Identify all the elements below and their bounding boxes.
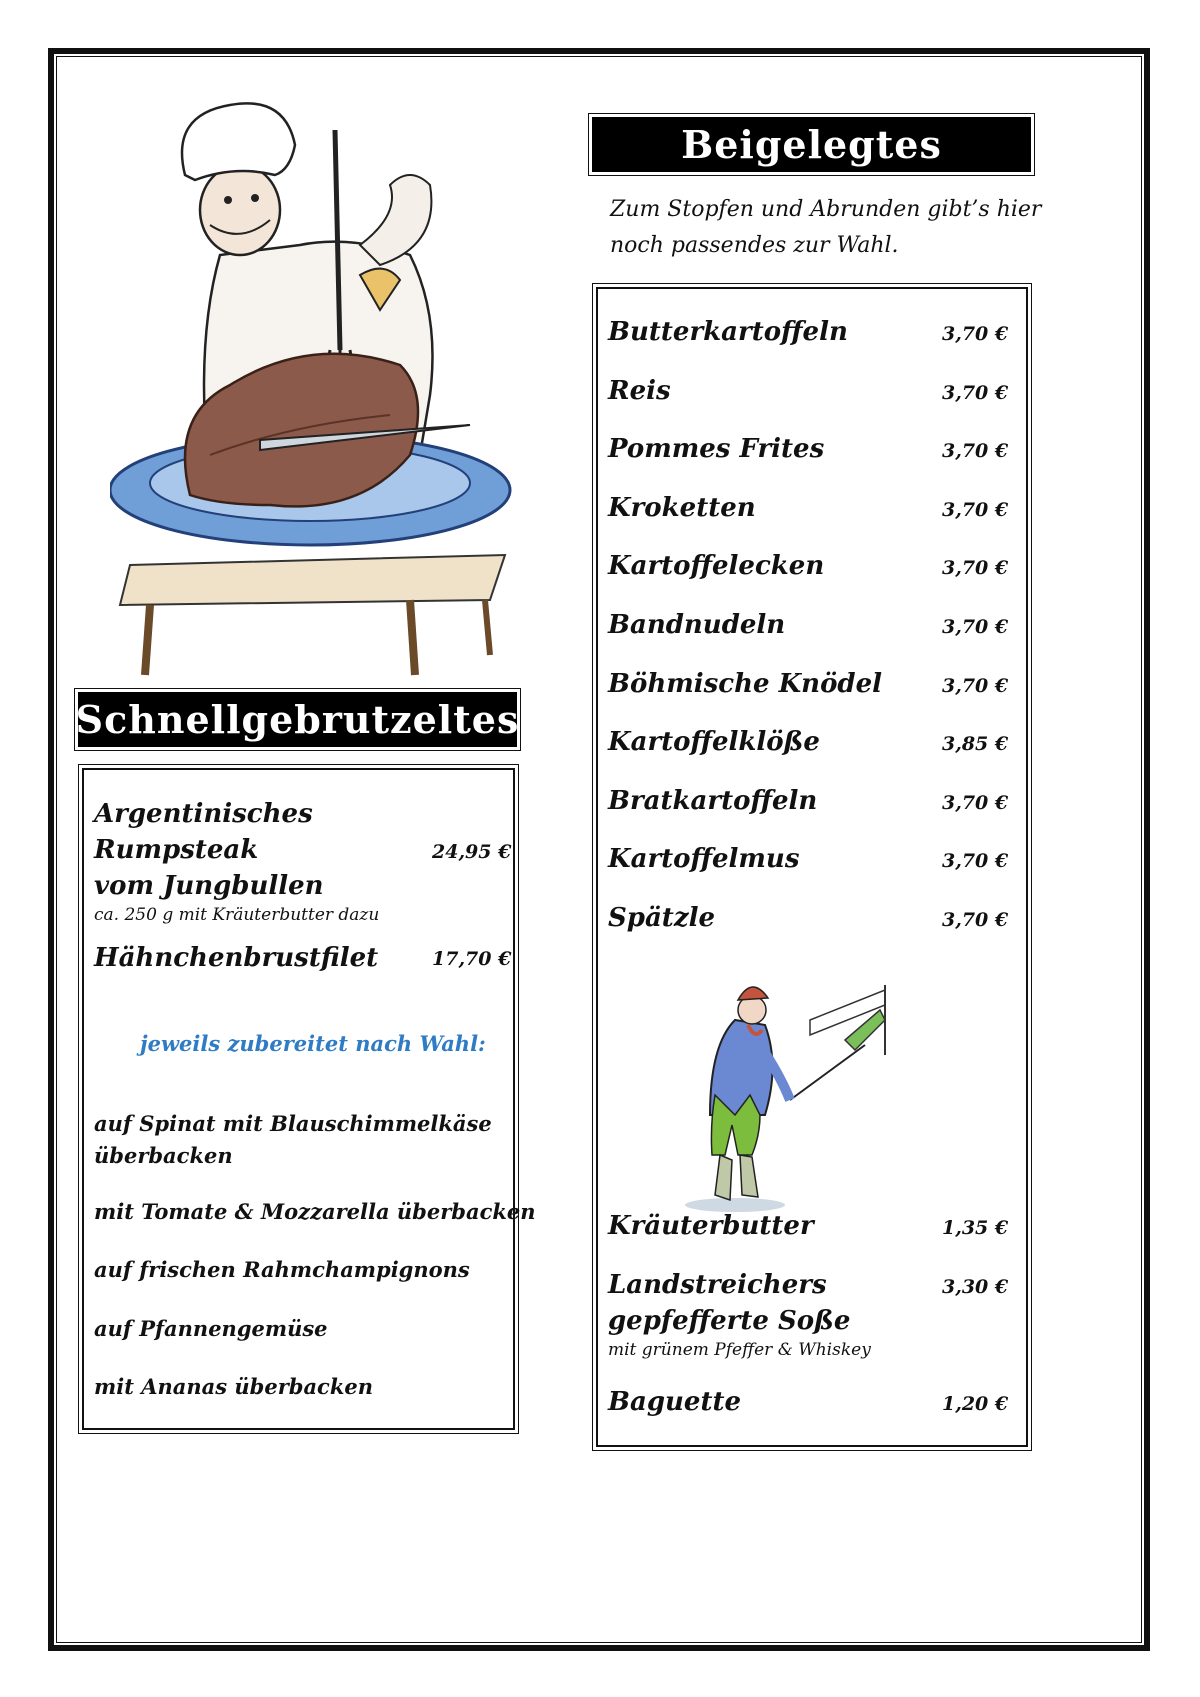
extra-item: [608, 1384, 741, 1420]
side-dish-name: [608, 490, 756, 526]
side-dish-name-text: Pommes Frites: [608, 434, 825, 465]
side-dish-name: [608, 666, 882, 702]
side-dish-name: [608, 900, 715, 936]
side-dish-name-text: Kartoffelecken: [608, 551, 825, 582]
extra-item-name-line2: gepfefferte Soße: [608, 1306, 851, 1336]
extra-item-name-line1: Landstreichers: [608, 1270, 827, 1300]
side-dish-name: [608, 783, 817, 819]
option-rahmchampignons: auf frischen Rahmchampignons: [94, 1257, 470, 1282]
side-dish-price: 3,70 €: [942, 850, 1009, 873]
rumpsteak-description: ca. 250 g mit Kräuterbutter dazu: [94, 905, 380, 925]
beigelegtes-heading-box: [588, 113, 1035, 176]
side-dish-name-text: Kartoffelklöße: [608, 727, 820, 758]
extra-item: [608, 1267, 871, 1361]
side-dish-name: [608, 724, 820, 760]
choice-label: jeweils zubereitet nach Wahl:: [140, 1031, 486, 1056]
extra-item-price: 1,20 €: [942, 1393, 1009, 1415]
side-dish-name-text: Kartoffelmus: [608, 844, 800, 875]
side-dish-name: [608, 841, 799, 877]
side-dish-name: [608, 607, 785, 643]
side-dish-price: 3,70 €: [942, 323, 1009, 345]
side-dish-price: 3,70 €: [942, 498, 1009, 521]
schnellgebrutzeltes-heading: Schnellgebrutzeltes: [78, 692, 517, 747]
rumpsteak-name-line1: Argentinisches Rumpsteak: [94, 799, 313, 865]
side-dish-price: 3,70 €: [942, 791, 1009, 814]
option-spinat-line2: überbacken: [94, 1143, 233, 1168]
extra-item-name: Kräuterbutter: [608, 1211, 814, 1241]
side-dish-price: 3,70 €: [942, 616, 1009, 638]
side-dish-name-text: Reis: [608, 375, 671, 406]
beigelegtes-intro-line2: noch passendes zur Wahl.: [610, 233, 899, 258]
side-dish-name-text: Böhmische Knödel: [608, 668, 883, 699]
side-dish-price: 3,70 €: [942, 909, 1009, 931]
side-dish-price: 3,70 €: [942, 674, 1009, 697]
extra-item-description: mit grünem Pfeffer & Whiskey: [608, 1340, 871, 1360]
side-dish-name-text: Butterkartoffeln: [608, 317, 848, 347]
option-spinat-line1: auf Spinat mit Blauschimmelkäse: [94, 1111, 492, 1136]
extra-item-price: 3,30 €: [942, 1276, 1009, 1298]
side-dish-name-text: Kroketten: [608, 492, 756, 523]
haehnchen-price: 17,70 €: [432, 948, 512, 970]
haehnchen-item: [94, 940, 378, 976]
haehnchen-name: Hähnchenbrustfilet: [94, 943, 379, 973]
side-dish-price: 3,85 €: [942, 733, 1009, 756]
chef-carving-ham-illustration: [110, 95, 530, 680]
side-dish-name: [608, 373, 671, 409]
rumpsteak-price: 24,95 €: [432, 841, 512, 863]
side-dish-name-text: Bratkartoffeln: [608, 785, 818, 816]
beigelegtes-intro-line1: Zum Stopfen und Abrunden gibt’s hier: [610, 197, 1042, 222]
side-dish-name: [608, 314, 848, 350]
extra-item-name: Baguette: [608, 1387, 742, 1417]
rumpsteak-item: [94, 796, 414, 926]
extra-item: [608, 1208, 814, 1244]
beigelegtes-heading: Beigelegtes: [592, 117, 1031, 172]
option-tomate: mit Tomate & Mozzarella überbacken: [94, 1199, 536, 1224]
side-dish-name: [608, 548, 824, 584]
beigelegtes-intro: [610, 192, 1041, 264]
option-ananas: mit Ananas überbacken: [94, 1374, 374, 1399]
street-vendor-illustration: [680, 965, 900, 1215]
rumpsteak-name-line2: vom Jungbullen: [94, 871, 324, 901]
extra-item-price: 1,35 €: [942, 1217, 1009, 1239]
side-dish-price: 3,70 €: [942, 557, 1009, 580]
option-spinat: [94, 1108, 492, 1172]
side-dish-name-text: Spätzle: [608, 903, 715, 933]
side-dish-price: 3,70 €: [942, 440, 1009, 463]
option-pfannengemuese: auf Pfannengemüse: [94, 1316, 328, 1341]
side-dish-name-text: Bandnudeln: [608, 610, 786, 640]
side-dish-name: [608, 431, 824, 467]
side-dish-price: 3,70 €: [942, 381, 1009, 404]
schnellgebrutzeltes-heading-box: [74, 688, 521, 751]
